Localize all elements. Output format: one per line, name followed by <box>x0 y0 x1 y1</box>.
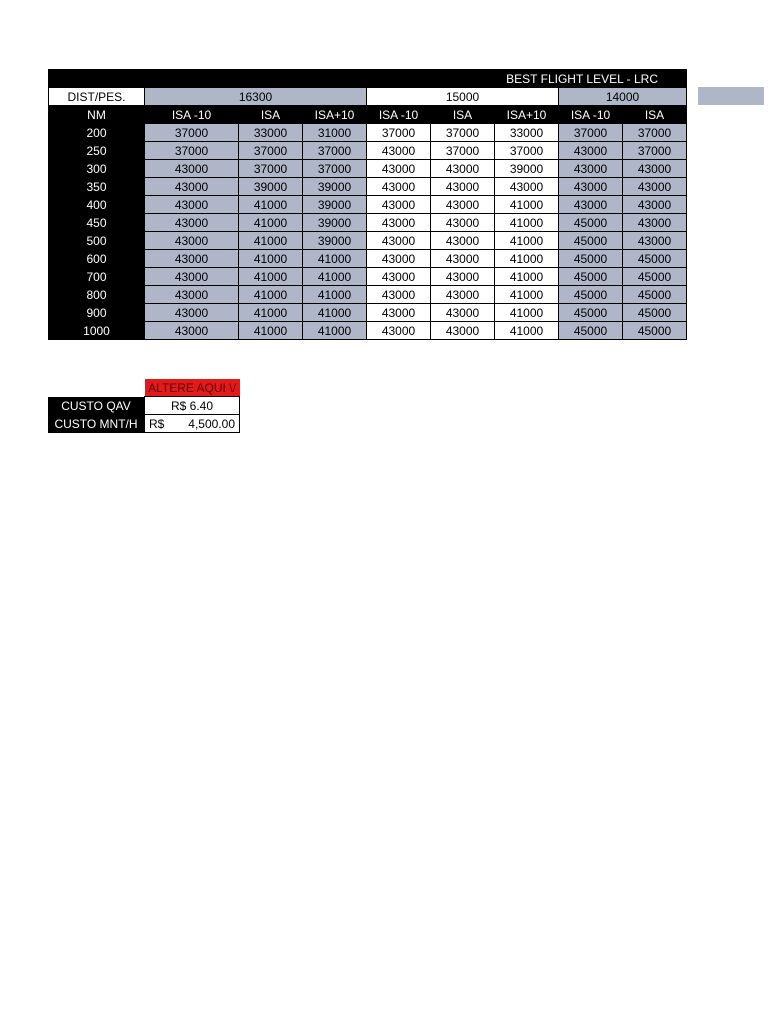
flight-level-cell[interactable]: 43000 <box>623 196 687 214</box>
qav-label: CUSTO QAV <box>48 397 145 415</box>
flight-level-cell[interactable]: 41000 <box>495 304 559 322</box>
nm-cell[interactable]: 250 <box>49 142 145 160</box>
flight-level-cell[interactable]: 45000 <box>623 268 687 286</box>
flight-level-cell[interactable]: 39000 <box>303 178 367 196</box>
weight-16300[interactable]: 16300 <box>145 88 367 106</box>
table-row <box>49 304 687 322</box>
nm-cell[interactable]: 500 <box>49 232 145 250</box>
qav-row <box>48 397 240 415</box>
col-header[interactable]: ISA <box>623 106 687 124</box>
flight-level-cell[interactable]: 43000 <box>145 286 239 304</box>
flight-level-cell[interactable]: 37000 <box>623 142 687 160</box>
flight-level-cell[interactable]: 43000 <box>145 214 239 232</box>
flight-level-cell[interactable]: 41000 <box>303 268 367 286</box>
flight-level-cell[interactable]: 41000 <box>239 232 303 250</box>
col-header[interactable]: ISA <box>431 106 495 124</box>
flight-level-cell[interactable]: 41000 <box>495 196 559 214</box>
flight-level-cell[interactable]: 43000 <box>145 196 239 214</box>
flight-level-cell[interactable]: 43000 <box>367 286 431 304</box>
nm-label[interactable]: NM <box>49 106 145 124</box>
nm-cell[interactable]: 800 <box>49 286 145 304</box>
dist-weight-label[interactable]: DIST/PES. <box>49 88 145 106</box>
flight-level-cell[interactable]: 45000 <box>623 286 687 304</box>
weight-14000[interactable]: 14000 <box>559 88 687 106</box>
flight-level-cell[interactable]: 41000 <box>495 268 559 286</box>
flight-level-cell[interactable]: 45000 <box>559 322 623 340</box>
flight-level-cell[interactable]: 43000 <box>367 250 431 268</box>
flight-level-cell[interactable]: 45000 <box>559 304 623 322</box>
flight-level-cell[interactable]: 37000 <box>239 160 303 178</box>
flight-level-cell[interactable]: 43000 <box>431 214 495 232</box>
cost-table <box>48 379 240 433</box>
col-header[interactable]: ISA+10 <box>303 106 367 124</box>
flight-level-cell[interactable]: 43000 <box>367 232 431 250</box>
weight-14000-extension <box>698 87 764 105</box>
flight-level-cell[interactable]: 43000 <box>431 196 495 214</box>
flight-level-cell[interactable]: 43000 <box>495 178 559 196</box>
title-row <box>49 70 687 88</box>
flight-level-cell[interactable]: 41000 <box>239 322 303 340</box>
flight-level-cell[interactable]: 43000 <box>623 232 687 250</box>
flight-level-cell[interactable]: 43000 <box>623 214 687 232</box>
flight-level-cell[interactable]: 37000 <box>431 124 495 142</box>
flight-level-cell[interactable]: 37000 <box>145 142 239 160</box>
flight-level-cell[interactable]: 43000 <box>367 304 431 322</box>
nm-cell[interactable]: 450 <box>49 214 145 232</box>
flight-level-cell[interactable]: 37000 <box>559 124 623 142</box>
col-header[interactable]: ISA+10 <box>495 106 559 124</box>
table-row <box>49 178 687 196</box>
nm-cell[interactable]: 900 <box>49 304 145 322</box>
flight-level-cell[interactable]: 41000 <box>303 250 367 268</box>
flight-level-cell[interactable]: 41000 <box>495 250 559 268</box>
flight-level-cell[interactable]: 39000 <box>239 178 303 196</box>
mnt-label: CUSTO MNT/H <box>48 415 145 433</box>
table-row <box>49 142 687 160</box>
flight-level-cell[interactable]: 43000 <box>145 304 239 322</box>
flight-level-cell[interactable]: 43000 <box>431 160 495 178</box>
flight-level-cell[interactable]: 37000 <box>239 142 303 160</box>
table-row <box>49 268 687 286</box>
flight-level-cell[interactable]: 43000 <box>367 178 431 196</box>
flight-level-cell[interactable]: 43000 <box>431 178 495 196</box>
flight-level-cell[interactable]: 37000 <box>431 142 495 160</box>
flight-level-cell[interactable]: 39000 <box>495 160 559 178</box>
nm-cell[interactable]: 600 <box>49 250 145 268</box>
flight-level-cell[interactable]: 37000 <box>303 142 367 160</box>
table-title[interactable]: BEST FLIGHT LEVEL - LRC <box>49 70 687 88</box>
flight-level-cell[interactable]: 43000 <box>367 142 431 160</box>
flight-level-cell[interactable]: 45000 <box>559 232 623 250</box>
flight-level-cell[interactable]: 43000 <box>145 322 239 340</box>
table-row <box>49 196 687 214</box>
table-row <box>49 286 687 304</box>
flight-level-cell[interactable]: 45000 <box>559 268 623 286</box>
flight-level-cell[interactable]: 37000 <box>367 124 431 142</box>
flight-level-cell[interactable]: 43000 <box>367 214 431 232</box>
flight-level-cell[interactable]: 43000 <box>431 286 495 304</box>
flight-level-cell[interactable]: 43000 <box>623 160 687 178</box>
nm-cell[interactable]: 700 <box>49 268 145 286</box>
flight-level-cell[interactable]: 45000 <box>559 250 623 268</box>
flight-level-cell[interactable]: 41000 <box>303 322 367 340</box>
flight-level-cell[interactable]: 41000 <box>239 214 303 232</box>
flight-level-cell[interactable]: 43000 <box>431 304 495 322</box>
flight-level-cell[interactable]: 41000 <box>495 286 559 304</box>
flight-level-cell[interactable]: 45000 <box>623 304 687 322</box>
mnt-value: 4,500.00 <box>188 416 235 431</box>
col-header[interactable]: ISA -10 <box>145 106 239 124</box>
alter-here-label: ALTERE AQUI \/ <box>145 379 240 397</box>
flight-level-cell[interactable]: 43000 <box>431 250 495 268</box>
flight-level-cell[interactable]: 39000 <box>303 196 367 214</box>
flight-level-cell[interactable]: 37000 <box>495 142 559 160</box>
column-header-row <box>49 106 687 124</box>
flight-level-cell[interactable]: 37000 <box>623 124 687 142</box>
flight-level-cell[interactable]: 41000 <box>303 286 367 304</box>
flight-level-table <box>48 69 687 340</box>
flight-level-cell[interactable]: 43000 <box>559 178 623 196</box>
table-row <box>49 232 687 250</box>
flight-level-cell[interactable]: 41000 <box>239 304 303 322</box>
flight-level-cell[interactable]: 45000 <box>559 214 623 232</box>
mnt-currency: R$ <box>149 416 165 431</box>
flight-level-cell[interactable]: 37000 <box>145 124 239 142</box>
flight-level-cell[interactable]: 39000 <box>303 214 367 232</box>
flight-level-cell[interactable]: 33000 <box>495 124 559 142</box>
flight-level-cell[interactable]: 41000 <box>239 250 303 268</box>
table-row <box>49 250 687 268</box>
flight-level-cell[interactable]: 45000 <box>623 322 687 340</box>
flight-level-cell[interactable]: 43000 <box>367 160 431 178</box>
nm-cell[interactable]: 200 <box>49 124 145 142</box>
flight-level-cell[interactable]: 39000 <box>303 232 367 250</box>
flight-level-cell[interactable]: 43000 <box>559 142 623 160</box>
mnt-value-cell[interactable] <box>145 415 240 433</box>
blank-cell <box>48 379 145 397</box>
table-row <box>49 322 687 340</box>
weight-row <box>49 88 687 106</box>
weight-15000[interactable]: 15000 <box>367 88 559 106</box>
flight-level-cell[interactable]: 43000 <box>431 268 495 286</box>
flight-level-cell[interactable]: 43000 <box>367 268 431 286</box>
table-row <box>49 214 687 232</box>
flight-level-cell[interactable]: 41000 <box>239 286 303 304</box>
flight-level-cell[interactable]: 43000 <box>367 322 431 340</box>
flight-level-cell[interactable]: 43000 <box>145 232 239 250</box>
table-row <box>49 160 687 178</box>
flight-level-cell[interactable]: 37000 <box>303 160 367 178</box>
alter-row <box>48 379 240 397</box>
flight-level-cell[interactable]: 41000 <box>239 268 303 286</box>
table-row <box>49 124 687 142</box>
col-header[interactable]: ISA -10 <box>367 106 431 124</box>
col-header[interactable]: ISA -10 <box>559 106 623 124</box>
flight-level-cell[interactable]: 43000 <box>145 160 239 178</box>
flight-level-cell[interactable]: 31000 <box>303 124 367 142</box>
mnt-row <box>48 415 240 433</box>
flight-level-cell[interactable]: 43000 <box>431 232 495 250</box>
qav-value-cell[interactable]: R$ 6.40 <box>145 397 240 415</box>
flight-level-cell[interactable]: 41000 <box>495 322 559 340</box>
nm-cell[interactable]: 300 <box>49 160 145 178</box>
flight-level-cell[interactable]: 33000 <box>239 124 303 142</box>
col-header[interactable]: ISA <box>239 106 303 124</box>
flight-level-cell[interactable]: 43000 <box>145 178 239 196</box>
flight-level-cell[interactable]: 45000 <box>559 286 623 304</box>
flight-level-cell[interactable]: 43000 <box>367 196 431 214</box>
flight-level-cell[interactable]: 45000 <box>623 250 687 268</box>
nm-cell[interactable]: 350 <box>49 178 145 196</box>
flight-level-cell[interactable]: 43000 <box>623 178 687 196</box>
nm-cell[interactable]: 400 <box>49 196 145 214</box>
flight-level-cell[interactable]: 43000 <box>559 196 623 214</box>
flight-level-cell[interactable]: 43000 <box>559 160 623 178</box>
flight-level-cell[interactable]: 43000 <box>145 268 239 286</box>
flight-level-cell[interactable]: 41000 <box>495 214 559 232</box>
flight-level-cell[interactable]: 41000 <box>239 196 303 214</box>
flight-level-cell[interactable]: 41000 <box>495 232 559 250</box>
flight-level-cell[interactable]: 43000 <box>431 322 495 340</box>
nm-cell[interactable]: 1000 <box>49 322 145 340</box>
flight-level-cell[interactable]: 41000 <box>303 304 367 322</box>
flight-level-cell[interactable]: 43000 <box>145 250 239 268</box>
